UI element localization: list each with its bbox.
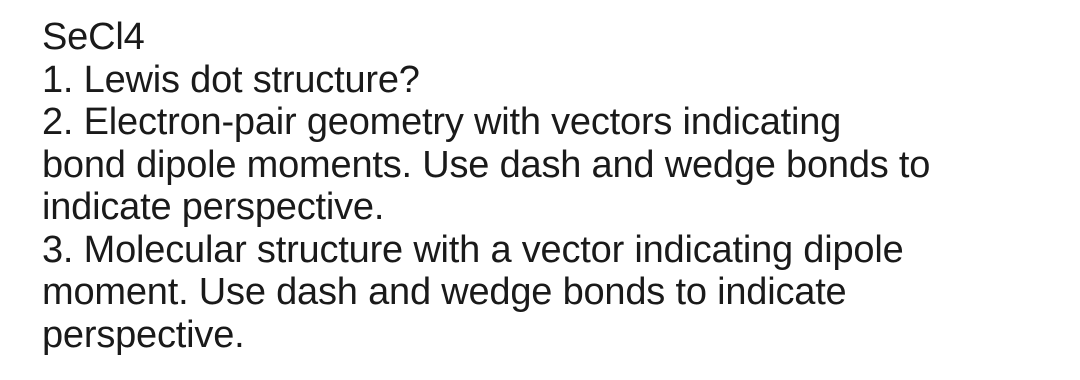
question-2-line-1: 2. Electron-pair geometry with vectors indicating bbox=[42, 101, 842, 143]
question-text bbox=[42, 16, 1062, 356]
question-3-line-1: 3. Molecular structure with a vector indicating dipole bbox=[42, 228, 904, 271]
question-2-line-2: bond dipole moments. Use dash and wedge bonds to bbox=[42, 143, 931, 186]
question-2-line-3: indicate perspective. bbox=[42, 186, 385, 228]
question-1: 1. Lewis dot structure? bbox=[42, 58, 420, 101]
question-3-line-2: moment. Use dash and wedge bonds to indicate bbox=[42, 271, 847, 313]
question-3-line-3: perspective. bbox=[42, 313, 245, 356]
compound-title: SeCl4 bbox=[42, 16, 145, 58]
